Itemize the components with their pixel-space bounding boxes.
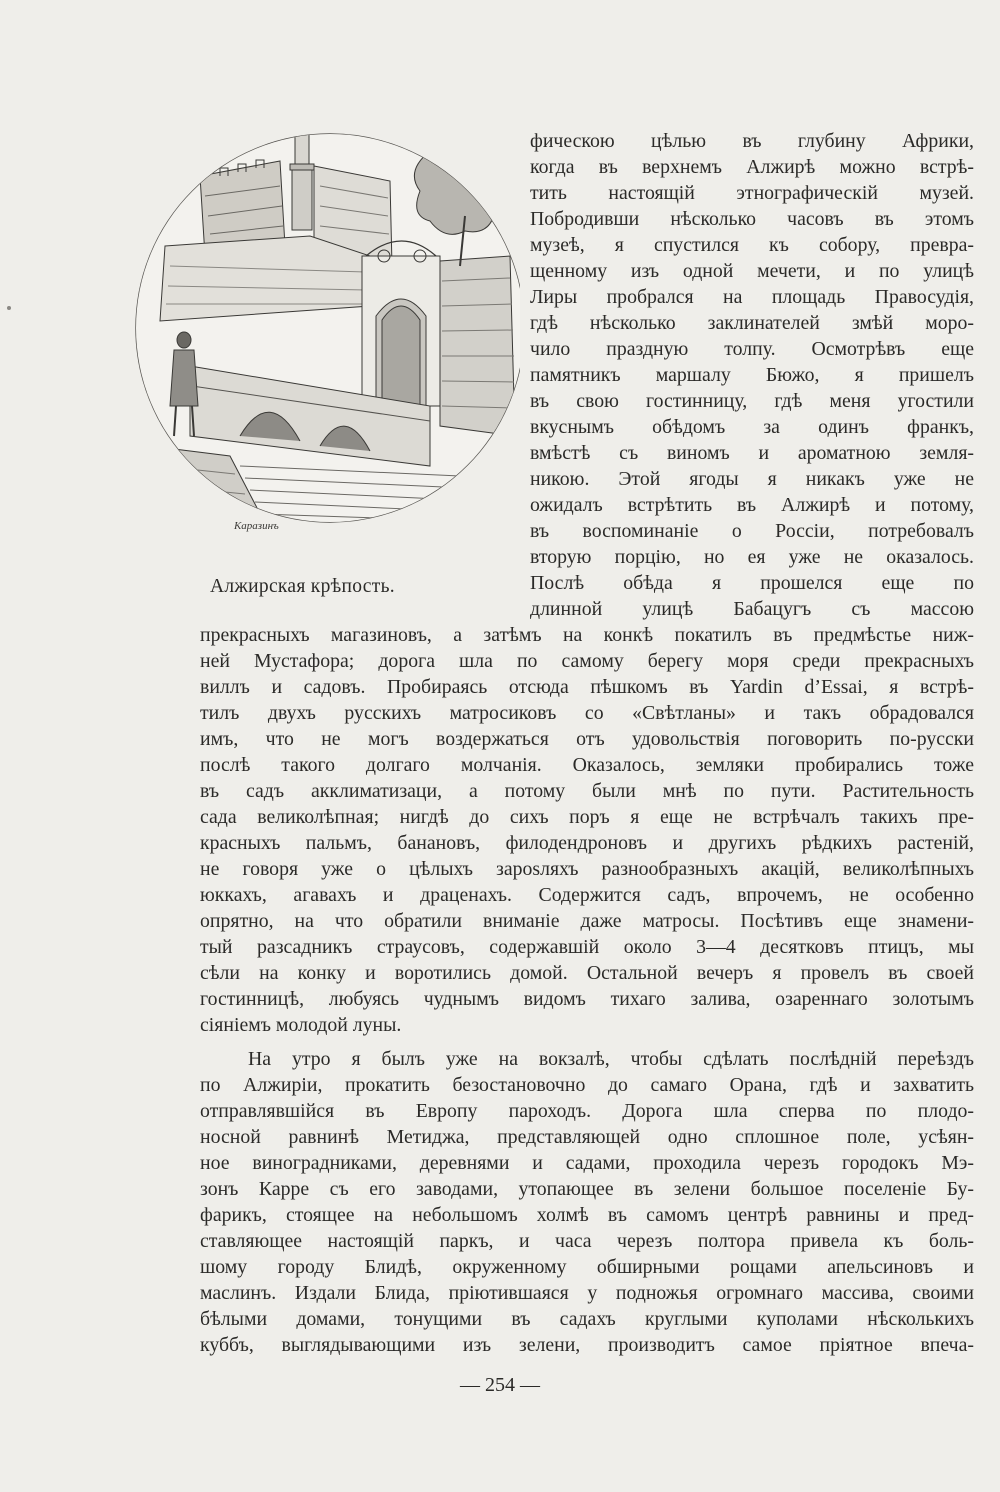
text-line: ожидалъ встрѣтить въ Алжирѣ и потому, [530,494,974,516]
text-line: куббъ, выглядывающими изъ зелени, производитъ самое пріятное впеча- [200,1334,974,1356]
text-line: сѣли на конку и воротились домой. Остальной вечеръ я провелъ въ своей [200,962,974,984]
text-line: тый разсадникъ страусовъ, содержавшій около 3—4 десятковъ птицъ, мы [200,936,974,958]
text-line: ное виноградниками, деревнями и садами, проходила черезъ городокъ Мэ- [200,1152,974,1174]
text-line: Побродивши нѣсколько часовъ въ этомъ [530,208,974,230]
paper-speck [7,306,11,310]
illustration-figure [122,106,522,597]
text-line: тилъ двухъ русскихъ матросиковъ со «Свѣтланы» и такъ обрадовался [200,702,974,724]
text-line: носной равнинѣ Метиджа, представляющей одно сплошное поле, усѣян- [200,1126,974,1148]
text-line: вмѣстѣ съ виномъ и ароматною земля- [530,442,974,464]
text-line: никою. Этой ягоды я никакъ уже не [530,468,974,490]
text-line: сіяніемъ молодой луны. [200,1014,402,1036]
text-line: гостинницѣ, любуясь чуднымъ видомъ тихаго залива, озареннаго золотымъ [200,988,974,1010]
fortress-engraving [130,106,520,552]
text-line: маслинъ. Издали Блида, пріютившаяся у подножья огромнаго массива, своими [200,1282,974,1304]
text-line: шому городу Блидѣ, окруженному обширными рощами апельсиновъ и [200,1256,974,1278]
text-line: фарикъ, стоящее на небольшомъ холмѣ въ самомъ центрѣ равнины и пред- [200,1204,974,1226]
artist-signature: Каразинъ [234,520,279,532]
text-line: памятникъ маршалу Бюжо, я пришелъ [530,364,974,386]
text-line: опрятно, на что обратили вниманіе даже матросы. Посѣтивъ еще знамени- [200,910,974,932]
text-line: въ свою гостинницу, гдѣ меня угостили [530,390,974,412]
paragraph-first-line: На утро я былъ уже на вокзалѣ, чтобы сдѣлать послѣдній переѣздъ [248,1048,974,1070]
text-line: музеѣ, я спустился къ собору, превра- [530,234,974,256]
text-line: гдѣ нѣсколько заклинателей змѣй моро- [530,312,974,334]
text-line: бѣлыми домами, тонущими въ садахъ круглыми куполами нѣсколькихъ [200,1308,974,1330]
text-line: въ воспоминаніе о Россіи, потребовалъ [530,520,974,542]
text-line: сада великолѣпная; нигдѣ до сихъ поръ я еще не встрѣчалъ такихъ пре- [200,806,974,828]
text-line: отправлявшійся въ Европу пароходъ. Дорога шла сперва по плодо- [200,1100,974,1122]
text-line: виллъ и садовъ. Пробираясь отсюда пѣшкомъ въ Yardin d’Essai, я встрѣ- [200,676,974,698]
text-line: ней Мустафора; дорога шла по самому берегу моря среди прекрасныхъ [200,650,974,672]
text-line: когда въ верхнемъ Алжирѣ можно встрѣ- [530,156,974,178]
text-line: юккахъ, агавахъ и драценахъ. Содержится садъ, впрочемъ, не особенно [200,884,974,906]
text-line: вторую порцію, но ея уже не оказалось. [530,546,974,568]
text-line: красныхъ пальмъ, банановъ, филодендроновъ и другихъ рѣдкихъ растеній, [200,832,974,854]
text-line: Лиры пробрался на площадь Правосудія, [530,286,974,308]
figure-caption: Алжирская крѣпость. [210,576,395,597]
page-number: — 254 — [460,1374,540,1396]
text-line: Послѣ обѣда я прошелся еще по [530,572,974,594]
text-line: тить настоящій этнографическій музей. [530,182,974,204]
text-line: щенному изъ одной мечети, и по улицѣ [530,260,974,282]
text-line: прекрасныхъ магазиновъ, а затѣмъ на конкѣ покатилъ въ предмѣстье ниж- [200,624,974,646]
text-line: зонъ Карре съ его заводами, утопающее въ зелени большое поселеніе Бу- [200,1178,974,1200]
text-line: фическою цѣлью въ глубину Африки, [530,130,974,152]
text-line: вкуснымъ обѣдомъ за одинъ франкъ, [530,416,974,438]
text-line: по Алжиріи, прокатить безостановочно до самаго Орана, гдѣ и захватить [200,1074,974,1096]
text-line: въ садъ акклиматизаци, а потому были мнѣ по пути. Растительность [200,780,974,802]
text-line: имъ, что не могъ воздержаться отъ удовольствія поговорить по-русски [200,728,974,750]
text-line: послѣ такого долгаго молчанія. Оказалось, земляки пробирались тоже [200,754,974,776]
text-line: не говоря уже о цѣлыхъ зарosляхъ разнообразныхъ акацій, великолѣпныхъ [200,858,974,880]
text-line: чило праздную толпу. Осмотрѣвъ еще [530,338,974,360]
text-line: длинной улицѣ Бабацугъ съ массою [530,598,974,620]
text-line: ставляющее настоящій паркъ, и часа черезъ полтора привела къ боль- [200,1230,974,1252]
